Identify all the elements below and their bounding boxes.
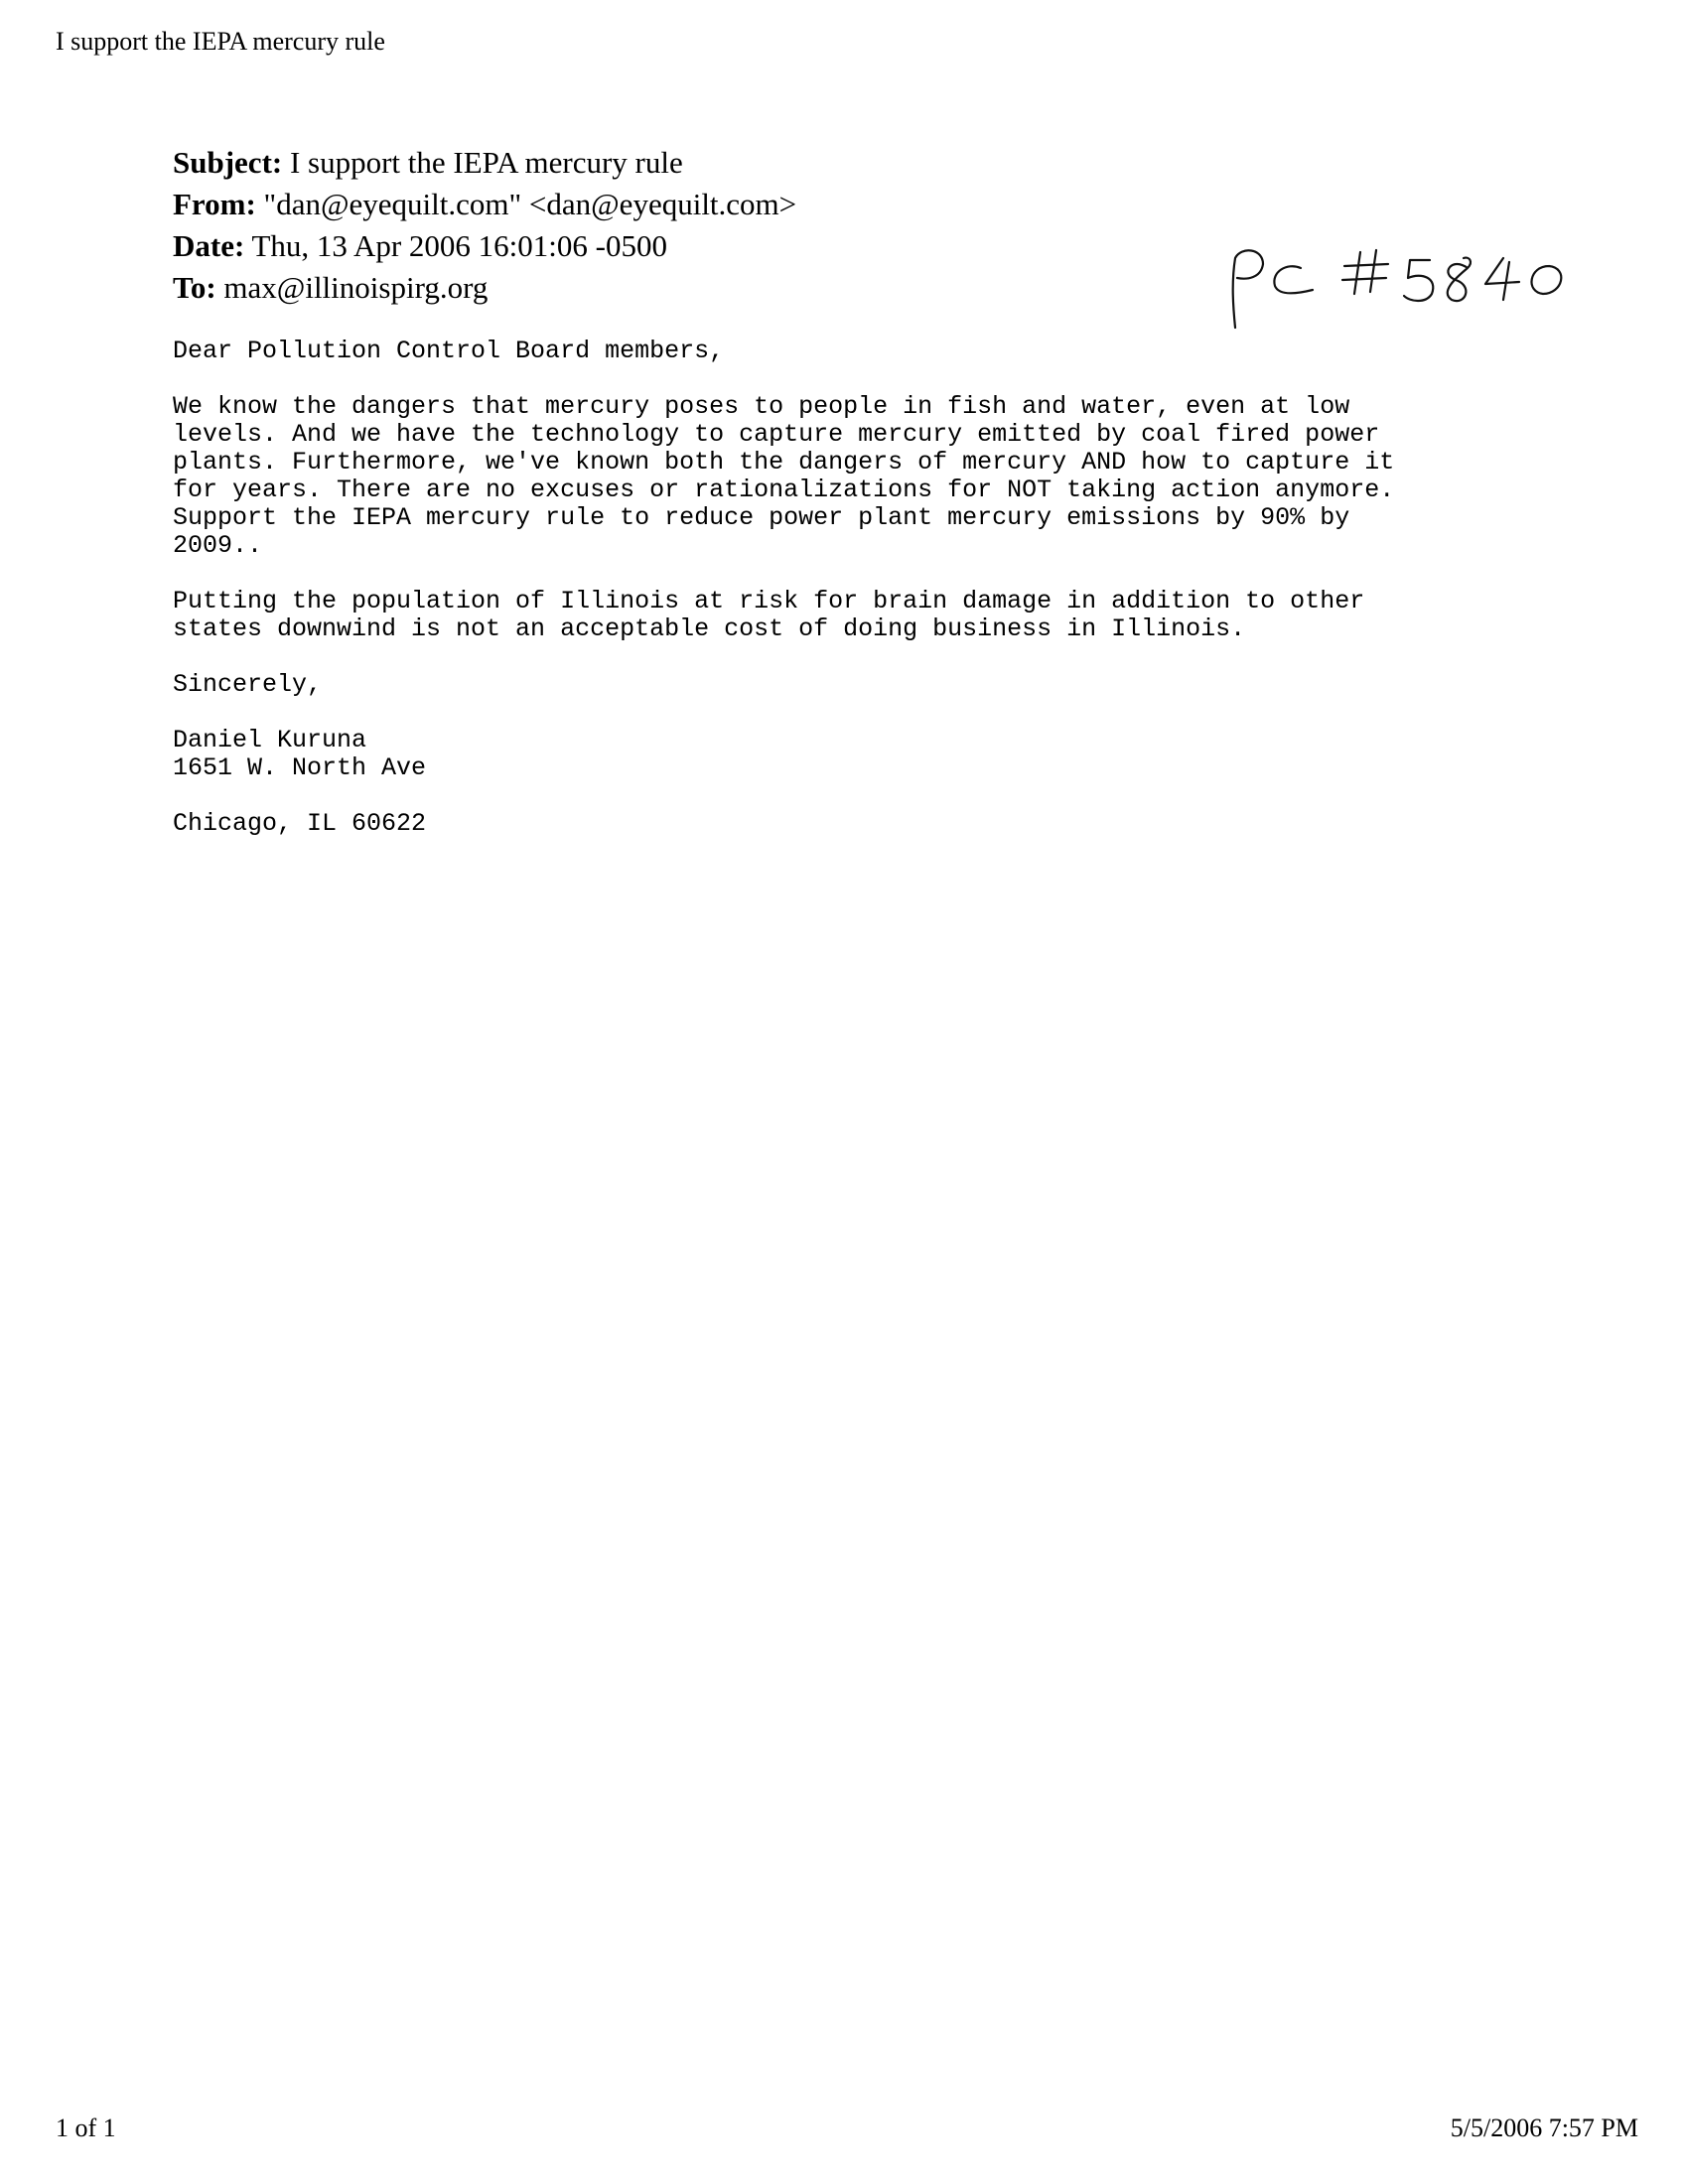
to-label: To:: [173, 270, 216, 305]
date-label: Date:: [173, 228, 245, 263]
stamp-hash: [1342, 250, 1388, 294]
address-line-2: Chicago, IL 60622: [173, 809, 427, 838]
email-headers: [173, 142, 796, 309]
to-value: max@illinoispirg.org: [223, 270, 489, 305]
handwritten-stamp-drawing: [1221, 238, 1609, 338]
print-timestamp: 5/5/2006 7:57 PM: [1450, 2114, 1638, 2142]
stamp-digit-5: [1404, 260, 1433, 301]
from-label: From:: [173, 187, 256, 221]
stamp-letter-p: [1233, 250, 1263, 328]
greeting: Dear Pollution Control Board members,: [173, 337, 725, 365]
subject-label: Subject:: [173, 145, 283, 180]
stamp-letter-c: [1274, 266, 1313, 293]
address-line-1: 1651 W. North Ave: [173, 753, 427, 782]
page-number: 1 of 1: [56, 2114, 116, 2142]
closing: Sincerely,: [173, 670, 323, 699]
handwritten-stamp: [1221, 238, 1609, 338]
date-row: [173, 225, 796, 267]
email-body: [173, 338, 1513, 866]
signature-name: Daniel Kuruna: [173, 726, 367, 754]
body-paragraph-2: Putting the population of Illinois at risk for brain damage in addition to other states downwind is not an acceptable cost of doing business in Illinois.: [173, 587, 1365, 643]
from-row: [173, 184, 796, 225]
subject-value: I support the IEPA mercury rule: [289, 145, 683, 180]
stamp-digit-8: [1448, 258, 1471, 302]
to-row: [173, 267, 796, 309]
date-value: Thu, 13 Apr 2006 16:01:06 -0500: [251, 228, 667, 263]
subject-row: [173, 142, 796, 184]
running-header: I support the IEPA mercury rule: [56, 27, 385, 56]
stamp-digit-0: [1532, 266, 1562, 294]
from-value: "dan@eyequilt.com" <dan@eyequilt.com>: [263, 187, 797, 221]
stamp-digit-4: [1485, 258, 1519, 300]
body-paragraph-1: We know the dangers that mercury poses to people in fish and water, even at low levels. And we have the technology to capture mercury emitted by coal fired power plants. Furthermore, we've known both the dangers of mercury AND how to capture it for years. There are no excuses or rationalizations for NOT taking action anymore. Support the IEPA mercury rule to reduce power plant mercury emissions by 90% by 2009..: [173, 392, 1395, 560]
